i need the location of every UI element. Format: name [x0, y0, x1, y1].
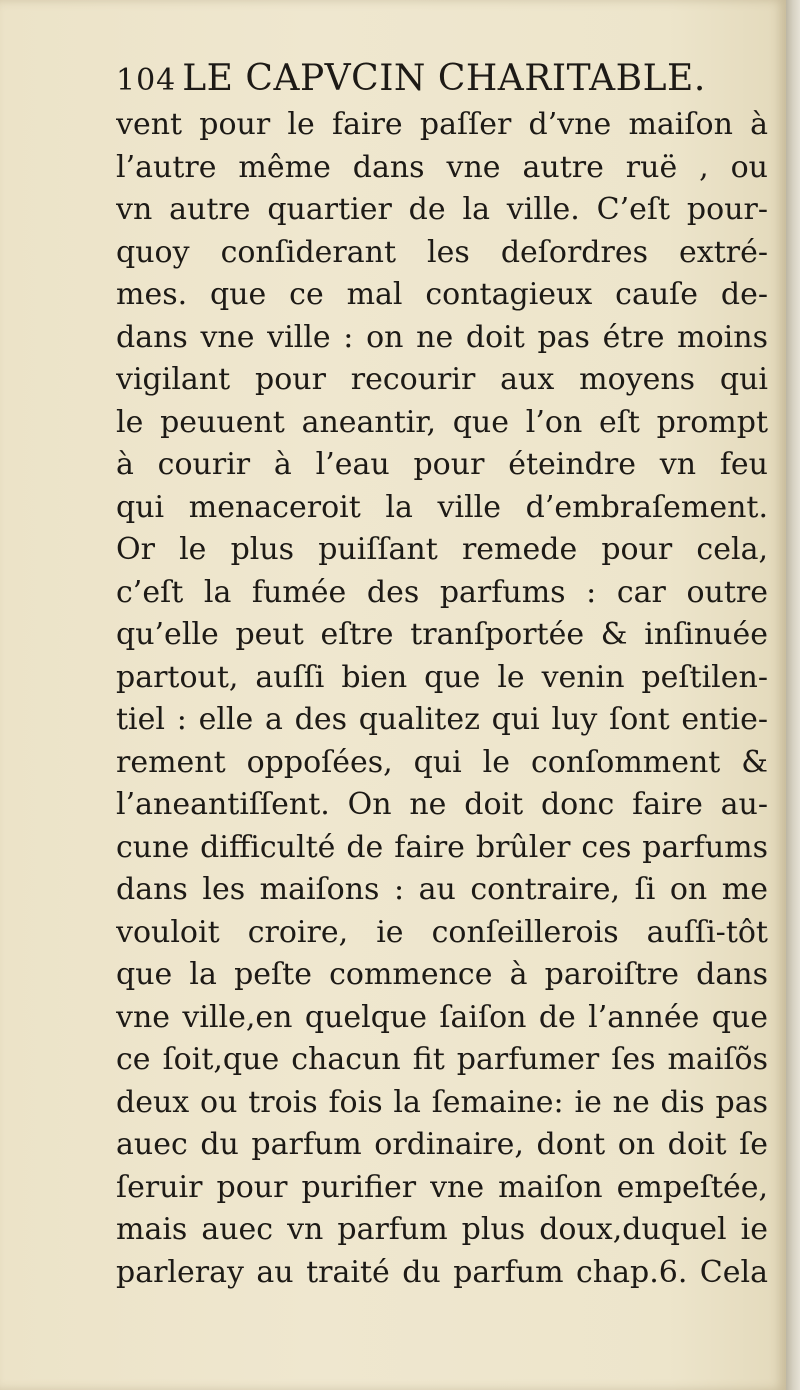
- page-text: [116, 58, 768, 1294]
- text-line: tiel : elle a des qualitez qui luy ſont entie-: [116, 702, 768, 737]
- text-line: vouloit croire, ie conſeillerois auſſi-tôt: [116, 914, 768, 950]
- text-line: c’eſt la fumée des parfums : car outre: [116, 574, 768, 610]
- body-text: [116, 104, 768, 1294]
- text-line: l’autre même dans vne autre ruë , ou: [116, 149, 768, 185]
- text-line: vne ville,en quelque ſaiſon de l’année que: [116, 999, 768, 1035]
- text-line: mais auec vn parfum plus doux,duquel ie: [116, 1212, 768, 1247]
- page-edge: [786, 0, 800, 1390]
- text-line: dans les maiſons : au contraire, ſi on me: [116, 872, 768, 907]
- text-line: vent pour le faire paſſer d’vne maiſon à: [116, 107, 768, 142]
- text-line: quoy conſiderant les deſordres extré-: [116, 234, 768, 270]
- page-number: 104: [116, 63, 177, 98]
- text-line: mes. que ce mal contagieux cauſe de-: [116, 277, 768, 312]
- page-header: [116, 58, 768, 104]
- text-line: que la peſte commence à paroiſtre dans: [116, 957, 768, 992]
- text-line: vigilant pour recourir aux moyens qui: [116, 362, 768, 397]
- running-title: LE CAPVCIN CHARITABLE.: [182, 58, 706, 99]
- text-line: dans vne ville : on ne doit pas étre moins: [116, 319, 768, 355]
- text-line: l’aneantiſſent. On ne doit donc faire au-: [116, 787, 768, 822]
- text-line: ce ſoit,que chacun fit parfumer ſes maiſõs: [116, 1042, 768, 1077]
- text-line: auec du parfum ordinaire, dont on doit ſe: [116, 1127, 768, 1162]
- text-line: ſeruir pour purifier vne maiſon empeſtée,: [116, 1169, 768, 1205]
- text-line: deux ou trois fois la ſemaine: ie ne dis pas: [116, 1084, 768, 1120]
- text-line: parleray au traité du parfum chap.6. Cela: [116, 1254, 768, 1290]
- text-line: qu’elle peut eſtre tranſportée & inſinuée: [116, 617, 768, 652]
- text-line: à courir à l’eau pour éteindre vn feu: [116, 447, 768, 482]
- text-line: cune difficulté de faire brûler ces parfums: [116, 829, 768, 865]
- text-line: partout, auſſi bien que le venin peſtilen-: [116, 659, 768, 695]
- text-line: qui menaceroit la ville d’embraſement.: [116, 489, 768, 525]
- text-line: Or le plus puiſſant remede pour cela,: [116, 532, 768, 567]
- text-line: rement oppoſées, qui le conſomment &: [116, 744, 768, 780]
- text-line: vn autre quartier de la ville. C’eſt pour-: [116, 192, 768, 227]
- text-line: le peuuent aneantir, que l’on eſt prompt: [116, 404, 768, 440]
